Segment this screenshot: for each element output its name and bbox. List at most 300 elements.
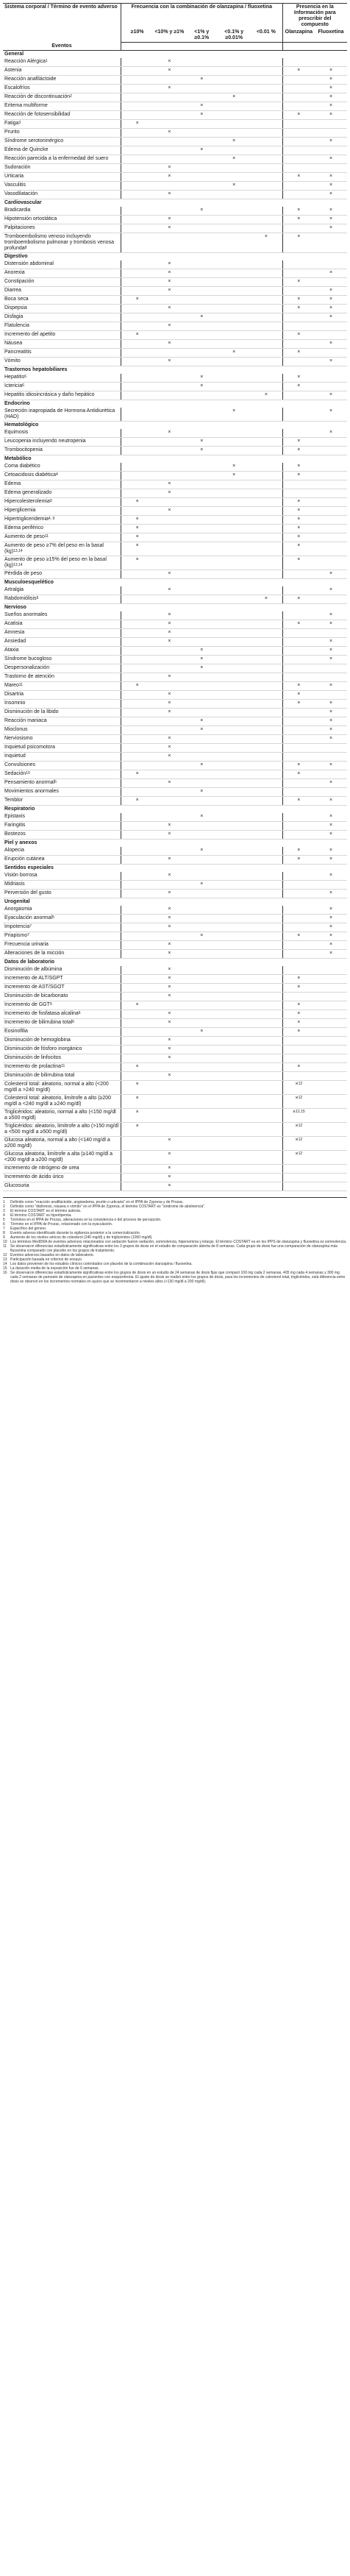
table-row: [3, 556, 347, 570]
category-row: [3, 898, 347, 906]
frequency-mark: [185, 1080, 218, 1094]
frequency-mark: [153, 880, 185, 889]
event-label: Glucosa aleatoria, limítrofe a alta (≥140 mg/dl a <200 mg/dl a ≥200 mg/dl): [4, 1151, 113, 1163]
footnote-marker: 9: [49, 498, 52, 503]
frequency-mark: [218, 480, 250, 489]
frequency-mark: [218, 224, 250, 233]
frequency-mark: [250, 489, 282, 497]
event-label-cell: [3, 966, 121, 975]
frequency-mark: [250, 880, 282, 889]
event-label: Nerviosismo: [4, 735, 33, 741]
frequency-mark: [218, 1136, 250, 1150]
footnote-marker: 13,14: [13, 562, 23, 567]
frequency-mark: [121, 847, 154, 856]
event-label-cell: [3, 681, 121, 690]
footnote-marker: 4, 9: [48, 516, 55, 521]
event-label-cell: [3, 66, 121, 75]
table-row: [3, 1062, 347, 1071]
frequency-mark: [185, 673, 218, 681]
event-label: Vasodilatación: [4, 191, 38, 196]
presence-mark: ×: [282, 233, 315, 252]
frequency-mark: [218, 233, 250, 252]
event-label-cell: [3, 515, 121, 524]
table-row: [3, 949, 347, 958]
event-label-cell: [3, 357, 121, 366]
presence-mark: [315, 163, 347, 172]
table-row: [3, 743, 347, 752]
category-row: [3, 864, 347, 872]
presence-mark: ×: [315, 872, 347, 881]
presence-mark: [282, 992, 315, 1001]
footnote-text: Aumento de los niveles séricos de colesterol (240 mg/dl) y de triglicéridos (1000 mg/dl).: [10, 1235, 153, 1240]
frequency-mark: [185, 190, 218, 199]
event-label: Edema de Quincke: [4, 146, 49, 152]
frequency-mark: [250, 84, 282, 93]
event-label-cell: [3, 269, 121, 277]
footnote-text: El término COSTART es el término astenia.: [10, 1208, 82, 1213]
frequency-mark: [218, 681, 250, 690]
frequency-mark: [121, 646, 154, 655]
frequency-mark: [121, 830, 154, 839]
frequency-mark: [218, 437, 250, 446]
table-row: [3, 1136, 347, 1150]
category-spacer: [121, 252, 348, 260]
frequency-mark: [218, 506, 250, 515]
category-label: Datos de laboratorio: [3, 958, 121, 966]
table-row: [3, 611, 347, 620]
table-row: [3, 146, 347, 155]
frequency-mark: ×: [153, 821, 185, 830]
footnote-text: Específico del género.: [10, 1226, 47, 1231]
presence-mark: [315, 277, 347, 286]
event-label-cell: [3, 1173, 121, 1182]
frequency-mark: [121, 391, 154, 400]
event-label-cell: [3, 1094, 121, 1108]
presence-mark: ×: [282, 506, 315, 515]
presence-mark: [315, 743, 347, 752]
frequency-mark: [218, 542, 250, 556]
event-label-cell: [3, 949, 121, 958]
table-row: [3, 408, 347, 422]
event-label: Tromboembolismo venoso incluyendo tromboembolismo pulmonar y trombosis venosa profunda: [4, 233, 115, 251]
frequency-mark: ×: [153, 1071, 185, 1080]
table-row: [3, 813, 347, 822]
table-row: [3, 940, 347, 949]
table-row: [3, 1018, 347, 1027]
footnote-number: 7: [3, 1226, 5, 1231]
frequency-mark: [121, 974, 154, 983]
frequency-mark: ×: [121, 1080, 154, 1094]
frequency-mark: [218, 1018, 250, 1027]
footnote-text: El término COSTART es hiperlipemia.: [10, 1213, 72, 1218]
frequency-mark: [121, 855, 154, 864]
presence-mark: ×: [315, 637, 347, 646]
table-row: [3, 66, 347, 75]
event-label: Visión borrosa: [4, 872, 38, 878]
frequency-mark: [185, 429, 218, 438]
frequency-mark: [218, 743, 250, 752]
presence-mark: [315, 1164, 347, 1173]
frequency-mark: [185, 497, 218, 506]
frequency-mark: [250, 556, 282, 570]
footnote-number: 12: [3, 1252, 7, 1257]
table-row: [3, 787, 347, 796]
frequency-mark: ×: [153, 1010, 185, 1018]
frequency-mark: [121, 215, 154, 224]
frequency-mark: [250, 1080, 282, 1094]
frequency-mark: [218, 992, 250, 1001]
frequency-mark: [250, 58, 282, 67]
frequency-mark: [185, 923, 218, 932]
frequency-mark: ×: [121, 1062, 154, 1071]
event-label-cell: [3, 940, 121, 949]
presence-mark: [282, 190, 315, 199]
frequency-mark: [250, 906, 282, 915]
event-label-cell: [3, 128, 121, 137]
presence-mark: ×: [282, 1001, 315, 1010]
event-label-cell: [3, 286, 121, 295]
footnote-marker: 6: [36, 595, 39, 600]
event-label: Coma diabético: [4, 463, 40, 469]
category-row: [3, 366, 347, 374]
frequency-mark: ×: [153, 974, 185, 983]
frequency-mark: [250, 1182, 282, 1191]
adverse-events-table: [3, 3, 347, 1191]
presence-mark: [282, 75, 315, 84]
event-label-cell: [3, 787, 121, 796]
frequency-mark: [185, 408, 218, 422]
frequency-mark: [218, 1010, 250, 1018]
event-label: Anorgasmia: [4, 906, 32, 912]
footnote-marker: 2: [70, 93, 72, 99]
footnote-number: 2: [3, 1204, 5, 1209]
freq-col-header: ≥10%: [121, 29, 154, 43]
presence-mark: ×: [315, 940, 347, 949]
frequency-mark: [250, 1173, 282, 1182]
frequency-mark: ×: [185, 374, 218, 383]
frequency-mark: [250, 664, 282, 673]
frequency-mark: [185, 181, 218, 190]
frequency-mark: [121, 190, 154, 199]
table-row: [3, 1071, 347, 1080]
frequency-mark: [250, 437, 282, 446]
presence-mark: [315, 119, 347, 128]
frequency-mark: ×: [153, 923, 185, 932]
frequency-mark: ×: [185, 313, 218, 322]
frequency-mark: [218, 855, 250, 864]
frequency-mark: ×: [121, 556, 154, 570]
event-label: Despersonalización: [4, 664, 50, 670]
footnote-number: 11: [3, 1243, 7, 1249]
frequency-mark: [153, 102, 185, 110]
frequency-mark: ×: [153, 480, 185, 489]
category-row: [3, 400, 347, 408]
frequency-mark: ×: [121, 533, 154, 542]
frequency-mark: ×: [121, 681, 154, 690]
event-label-cell: [3, 1001, 121, 1010]
table-row: [3, 524, 347, 533]
presence-mark: ×: [315, 93, 347, 102]
footnote-number: 3: [3, 1208, 5, 1213]
frequency-mark: [185, 1071, 218, 1080]
frequency-mark: ×: [185, 880, 218, 889]
footnote-number: 4: [3, 1213, 5, 1218]
table-row: [3, 1094, 347, 1108]
frequency-mark: [185, 1062, 218, 1071]
presence-mark: [315, 673, 347, 681]
footnote-number: 10: [3, 1239, 7, 1244]
table-row: [3, 260, 347, 269]
frequency-mark: [250, 408, 282, 422]
table-row: [3, 664, 347, 673]
presence-mark: [282, 155, 315, 163]
frequency-mark: [153, 471, 185, 480]
table-row: [3, 628, 347, 637]
frequency-mark: [185, 330, 218, 339]
frequency-mark: ×: [153, 743, 185, 752]
event-label: Constipación: [4, 278, 35, 284]
frequency-mark: ×: [153, 708, 185, 717]
frequency-mark: ×: [121, 542, 154, 556]
table-row: [3, 286, 347, 295]
presence-mark: [315, 1045, 347, 1054]
table-row: [3, 906, 347, 915]
presence-mark: [315, 1071, 347, 1080]
presence-mark: ×: [282, 1027, 315, 1036]
presence-mark: ×: [315, 570, 347, 578]
frequency-mark: [121, 348, 154, 357]
frequency-mark: [185, 992, 218, 1001]
frequency-mark: [185, 855, 218, 864]
presence-mark: [315, 463, 347, 472]
frequency-mark: [218, 1150, 250, 1164]
presence-mark: [282, 914, 315, 923]
frequency-mark: [250, 357, 282, 366]
frequency-mark: [185, 339, 218, 348]
frequency-mark: [121, 304, 154, 313]
event-label-cell: [3, 1036, 121, 1045]
frequency-mark: [185, 515, 218, 524]
presence-mark: [315, 480, 347, 489]
presence-mark: [315, 471, 347, 480]
frequency-mark: ×: [153, 304, 185, 313]
table-row: [3, 1164, 347, 1173]
frequency-mark: [185, 699, 218, 708]
event-label: Disminución de fósforo inorgánico: [4, 1046, 82, 1051]
presence-mark: ×: [282, 796, 315, 805]
presence-mark: ×: [282, 542, 315, 556]
table-row: [3, 58, 347, 67]
frequency-mark: [250, 681, 282, 690]
frequency-mark: [250, 586, 282, 595]
frequency-mark: [218, 595, 250, 603]
event-label: Perversión del gusto: [4, 890, 51, 895]
event-label: Bostezos: [4, 831, 26, 837]
frequency-mark: [250, 382, 282, 391]
event-label: Rabdomiólisis: [4, 595, 37, 601]
frequency-mark: [185, 821, 218, 830]
frequency-mark: ×: [153, 637, 185, 646]
frequency-mark: ×: [153, 260, 185, 269]
frequency-mark: [153, 1108, 185, 1122]
presence-mark: ×: [315, 357, 347, 366]
frequency-mark: [153, 313, 185, 322]
event-label-cell: [3, 880, 121, 889]
frequency-mark: [218, 1080, 250, 1094]
frequency-mark: [185, 611, 218, 620]
footnote-text: Evento adverso identificado durante la vigilancia posterior a la comercialización.: [10, 1230, 141, 1235]
event-label: Epistaxis: [4, 813, 26, 819]
frequency-mark: [218, 556, 250, 570]
frequency-mark: [121, 429, 154, 438]
frequency-mark: [121, 611, 154, 620]
presence-mark: ×: [282, 110, 315, 119]
presence-mark: ×: [282, 533, 315, 542]
frequency-mark: [153, 330, 185, 339]
frequency-mark: [121, 655, 154, 664]
frequency-mark: [250, 796, 282, 805]
frequency-mark: [218, 570, 250, 578]
frequency-mark: [218, 374, 250, 383]
presence-col-header: Fluoxetina: [315, 29, 347, 43]
frequency-mark: [250, 620, 282, 628]
event-label-cell: [3, 847, 121, 856]
frequency-mark: [250, 690, 282, 699]
event-label: Reacción Alérgica: [4, 58, 46, 64]
frequency-mark: [250, 932, 282, 940]
footnote-text: Definido como "reacción anafiláctoide, angioedema, prurito o urticaria" en el IPPA de Zyprexa y de Prozac.: [10, 1199, 184, 1204]
table-row: [3, 1010, 347, 1018]
table-row: [3, 717, 347, 725]
event-label-cell: [3, 595, 121, 603]
event-label: Náusea: [4, 340, 23, 346]
event-label: Hipertrigliceridemia: [4, 516, 49, 522]
event-label: Amnesia: [4, 629, 25, 635]
frequency-mark: ×: [185, 382, 218, 391]
frequency-mark: [153, 542, 185, 556]
presence-mark: [282, 128, 315, 137]
event-label-cell: [3, 75, 121, 84]
frequency-mark: [218, 110, 250, 119]
frequency-mark: ×: [153, 914, 185, 923]
frequency-mark: [218, 524, 250, 533]
frequency-mark: [121, 506, 154, 515]
frequency-mark: [218, 1173, 250, 1182]
frequency-mark: [121, 374, 154, 383]
frequency-mark: ×: [153, 506, 185, 515]
frequency-mark: [153, 382, 185, 391]
presence-mark: ×: [315, 761, 347, 770]
event-label-cell: [3, 646, 121, 655]
event-label-cell: [3, 1182, 121, 1191]
frequency-mark: [218, 286, 250, 295]
frequency-mark: [185, 1164, 218, 1173]
frequency-mark: ×: [153, 215, 185, 224]
frequency-mark: ×: [153, 128, 185, 137]
table-row: [3, 269, 347, 277]
frequency-mark: [218, 207, 250, 216]
presence-mark: ×: [282, 215, 315, 224]
frequency-mark: [250, 471, 282, 480]
frequency-mark: [218, 847, 250, 856]
presence-mark: ×: [282, 66, 315, 75]
event-label-cell: [3, 655, 121, 664]
frequency-mark: [153, 463, 185, 472]
footnote-text: Eventos adversos basados en datos de laboratorio.: [10, 1252, 94, 1257]
frequency-mark: ×: [153, 190, 185, 199]
category-label: Respiratorio: [3, 805, 121, 813]
frequency-mark: ×: [185, 664, 218, 673]
frequency-mark: [218, 269, 250, 277]
event-label: Disminución de linfocitos: [4, 1054, 62, 1060]
freq-col-header: <10% y ≥1%: [153, 29, 185, 43]
frequency-mark: [185, 163, 218, 172]
frequency-mark: [185, 743, 218, 752]
event-label-cell: [3, 1054, 121, 1062]
frequency-mark: [153, 655, 185, 664]
frequency-mark: [250, 821, 282, 830]
frequency-mark: [121, 699, 154, 708]
frequency-mark: [218, 128, 250, 137]
frequency-mark: ×: [153, 949, 185, 958]
frequency-mark: [250, 570, 282, 578]
frequency-mark: [250, 830, 282, 839]
frequency-mark: [185, 295, 218, 304]
frequency-mark: [250, 66, 282, 75]
frequency-mark: [185, 556, 218, 570]
frequency-mark: [185, 983, 218, 992]
category-row: [3, 455, 347, 463]
frequency-mark: [121, 690, 154, 699]
presence-mark: [282, 1080, 315, 1094]
footnote-marker: 7: [27, 932, 29, 937]
presence-mark: ×: [282, 556, 315, 570]
presence-mark: ×: [315, 932, 347, 940]
frequency-mark: [185, 796, 218, 805]
frequency-mark: [121, 734, 154, 743]
frequency-mark: [121, 992, 154, 1001]
presence-x: ×: [295, 1137, 299, 1143]
frequency-mark: [218, 1164, 250, 1173]
event-label: Reacción maniaca: [4, 717, 47, 723]
frequency-mark: ×: [185, 1027, 218, 1036]
frequency-mark: ×: [153, 489, 185, 497]
frequency-mark: [250, 611, 282, 620]
event-label: Eritema multiforme: [4, 102, 48, 108]
frequency-mark: [250, 446, 282, 455]
frequency-mark: [185, 506, 218, 515]
table-row: [3, 761, 347, 770]
presence-footnote: 12,15: [296, 1109, 305, 1114]
frequency-mark: [121, 821, 154, 830]
presence-mark: ×: [315, 830, 347, 839]
presence-mark: [315, 128, 347, 137]
table-row: [3, 446, 347, 455]
frequency-mark: [121, 761, 154, 770]
event-label-cell: [3, 260, 121, 269]
frequency-mark: [218, 75, 250, 84]
event-label: Incremento de ácido úrico: [4, 1174, 64, 1179]
presence-mark: [315, 1150, 347, 1164]
frequency-mark: ×: [250, 391, 282, 400]
presence-mark: ×: [282, 620, 315, 628]
event-label: Prurito: [4, 129, 20, 135]
frequency-mark: [250, 172, 282, 181]
frequency-mark: [121, 102, 154, 110]
table-row: [3, 830, 347, 839]
event-label-cell: [3, 796, 121, 805]
presence-mark: ×: [315, 110, 347, 119]
